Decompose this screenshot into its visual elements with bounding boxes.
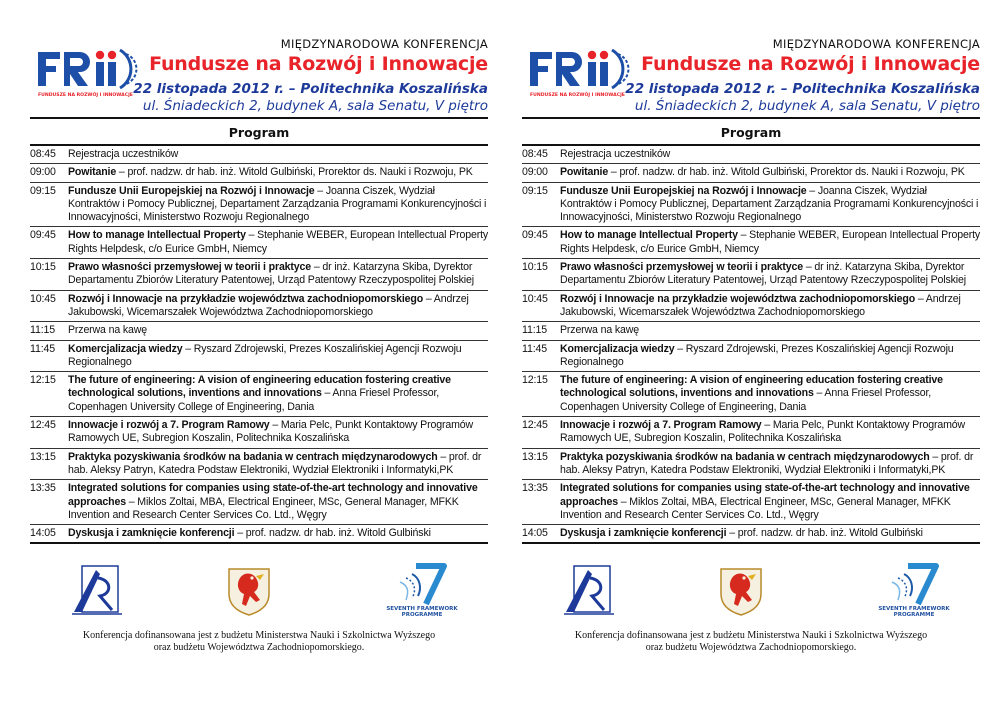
program-row-time: 12:45	[30, 419, 56, 432]
program-row-details: – prof. nadzw. dr hab. inż. Witold Gulbiński, Prorektor ds. Nauki i Rozwoju, PK	[608, 166, 965, 179]
program-row-details: – Joanna Ciszek, Wydział Kontraktów i Pomocy Publicznej, Departament Zarządzania Programami Konkurencyjności i Innowacyjności, Ministerstwo Rozwoju Regionalnego	[560, 184, 979, 224]
program-row-title: Fundusze Unii Europejskiej na Rozwój i Innowacje	[68, 184, 315, 197]
logo-caption: FUNDUSZE NA ROZWÓJ I INNOWACJE	[38, 93, 133, 98]
program-row-details: Przerwa na kawę	[68, 324, 148, 337]
program-row	[30, 341, 488, 373]
program-row	[522, 146, 980, 164]
program-row-time: 11:15	[522, 324, 547, 337]
footer	[30, 544, 488, 684]
funding-note-line1: Konferencja dofinansowana jest z budżetu Ministerstwa Nauki i Szkolnictwa Wyższego	[82, 630, 436, 642]
program-row-details: – prof. nadzw. dr hab. inż. Witold Gulbiński, Prorektor ds. Nauki i Rozwoju, PK	[116, 166, 473, 179]
program-heading: Program	[720, 125, 782, 140]
program-row-title: Praktyka pozyskiwania środków na badania w centrach międzynarodowych	[560, 450, 930, 463]
program-row-body	[68, 324, 488, 337]
program-row-body	[68, 166, 488, 179]
program-page-right	[522, 0, 980, 701]
program-row-time: 09:00	[522, 166, 548, 179]
program-row	[30, 525, 488, 544]
program-row-time: 08:45	[30, 148, 56, 160]
logo-caption: FUNDUSZE NA ROZWÓJ I INNOWACJE	[530, 93, 625, 98]
header	[30, 0, 488, 117]
program-row	[30, 322, 488, 340]
program-row-details: – dr inż. Katarzyna Skiba, Dyrektor Departamentu Zbiorów Literatury Patentowej, Urząd Patentowy Rzeczypospolitej Polskiej	[560, 261, 966, 287]
program-row-time: 11:45	[522, 342, 547, 355]
fp7-caption-line1: SEVENTH FRAMEWORK	[386, 606, 458, 613]
conference-address: ul. Śniadeckich 2, budynek A, sala Senatu, V piętro	[634, 98, 980, 114]
footer	[522, 544, 980, 684]
program-row-time: 13:15	[522, 450, 548, 463]
program-row-details: – prof. nadzw. dr hab. inż. Witold Gulbiński	[234, 527, 431, 540]
program-row-title: Prawo własności przemysłowej w teorii i praktyce	[560, 261, 804, 274]
conference-label: MIĘDZYNARODOWA KONFERENCJA	[280, 37, 488, 51]
program-row-time: 11:15	[30, 324, 55, 337]
program-row-time: 12:15	[522, 374, 548, 387]
fp7-caption	[382, 606, 462, 618]
program-row-details: Rejestracja uczestników	[560, 148, 671, 160]
conference-address: ul. Śniadeckich 2, budynek A, sala Senatu, V piętro	[142, 98, 488, 114]
program-row-time: 10:45	[30, 292, 56, 305]
program-row-title: Integrated solutions for companies using state-of-the-art technology and innovative approaches	[560, 482, 970, 508]
program-row-time: 09:45	[30, 229, 56, 242]
frii-logo	[528, 48, 636, 98]
program-row-title: Innowacje i rozwój a 7. Program Ramowy	[560, 419, 762, 432]
program-row-body	[68, 185, 488, 225]
program-row-body	[68, 293, 488, 320]
fp7-caption-line1: SEVENTH FRAMEWORK	[878, 606, 950, 613]
program-row-details: – Anna Friesel Professor, Copenhagen University College of Engineering, Dania	[560, 387, 932, 413]
header	[522, 0, 980, 117]
program-page-left	[30, 0, 488, 701]
program-row	[30, 227, 488, 259]
program-row-title: Powitanie	[68, 166, 117, 179]
program-row-title: Dyskusja i zamknięcie konferencji	[560, 527, 727, 540]
program-row-time: 12:15	[30, 374, 56, 387]
program-row-body	[560, 185, 980, 225]
program-table	[522, 144, 980, 544]
program-row-body	[560, 293, 980, 320]
program-row-body	[560, 482, 980, 522]
program-row	[30, 480, 488, 525]
fp7-caption-line2: PROGRAMME	[893, 612, 935, 619]
program-row-body	[68, 229, 488, 256]
program-row	[522, 341, 980, 373]
program-row-details: – Joanna Ciszek, Wydział Kontraktów i Pomocy Publicznej, Departament Zarządzania Programami Konkurencyjności i Innowacyjności, Ministerstwo Rozwoju Regionalnego	[68, 184, 487, 224]
program-row	[30, 259, 488, 291]
program-row-details: – Miklos Zoltai, MBA, Electrical Engineer, MSc, General Manager, MFKK Invention and Research Center Services Co. Ltd., Węgry	[68, 495, 459, 521]
program-row	[522, 449, 980, 481]
program-row-body	[560, 451, 980, 478]
program-row-body	[560, 261, 980, 288]
funding-note-line2: oraz budżetu Województwa Zachodniopomorskiego.	[645, 642, 857, 654]
frii-logo	[36, 48, 144, 98]
funding-note	[30, 630, 488, 654]
program-row-details: Przerwa na kawę	[560, 324, 640, 337]
program-row-details: – Stephanie WEBER, European Intellectual Property Rights Helpdesk, c/o Eurice GmbH, Niemcy	[560, 229, 981, 255]
program-row-title: Praktyka pozyskiwania środków na badania w centrach międzynarodowych	[68, 450, 438, 463]
program-row	[522, 480, 980, 525]
program-row	[522, 183, 980, 228]
program-row-time: 14:05	[522, 527, 548, 540]
program-row-body	[68, 261, 488, 288]
program-row-time: 10:45	[522, 292, 548, 305]
program-row-title: The future of engineering: A vision of engineering education fostering creative technological solutions, inventions and innovations	[560, 374, 943, 400]
program-row	[522, 322, 980, 340]
program-row-title: How to manage Intellectual Property	[68, 229, 246, 242]
program-row-time: 10:15	[30, 261, 56, 274]
program-row-title: Komercjalizacja wiedzy	[68, 342, 183, 355]
program-table	[30, 144, 488, 544]
program-row-title: Rozwój i Innowacje na przykładzie województwa zachodniopomorskiego	[68, 292, 424, 305]
program-row-body	[68, 148, 488, 161]
program-row	[522, 291, 980, 323]
program-row-time: 10:15	[522, 261, 548, 274]
program-row-title: Integrated solutions for companies using state-of-the-art technology and innovative approaches	[68, 482, 478, 508]
program-row-body	[560, 527, 980, 540]
program-row-details: – Miklos Zoltai, MBA, Electrical Engineer, MSc, General Manager, MFKK Invention and Research Center Services Co. Ltd., Węgry	[560, 495, 951, 521]
program-row	[30, 417, 488, 449]
ministry-logo	[72, 564, 124, 616]
program-row-time: 13:35	[30, 482, 56, 495]
program-row-details: Rejestracja uczestników	[68, 148, 179, 160]
program-row-details: – prof. dr hab. Aleksy Patryn, Katedra Podstaw Elektroniki, Wydział Elektroniki i Informatyki,PK	[560, 450, 974, 476]
program-row-title: Komercjalizacja wiedzy	[560, 342, 675, 355]
program-row-time: 09:00	[30, 166, 56, 179]
program-row	[30, 291, 488, 323]
program-row	[522, 227, 980, 259]
program-row-time: 09:45	[522, 229, 548, 242]
conference-date-place: 22 listopada 2012 r. – Politechnika Koszalińska	[133, 81, 488, 97]
program-row-time: 13:15	[30, 450, 56, 463]
program-row	[522, 372, 980, 417]
program-row-body	[68, 374, 488, 414]
program-row-details: – prof. nadzw. dr hab. inż. Witold Gulbiński	[726, 527, 923, 540]
program-row	[522, 164, 980, 182]
program-row	[522, 417, 980, 449]
conference-label: MIĘDZYNARODOWA KONFERENCJA	[772, 37, 980, 51]
program-row-details: – Ryszard Zdrojewski, Prezes Koszalińskiej Agencji Rozwoju Regionalnego	[560, 342, 954, 368]
program-row-title: Innowacje i rozwój a 7. Program Ramowy	[68, 419, 270, 432]
program-row-body	[560, 324, 980, 337]
program-row-title: Prawo własności przemysłowej w teorii i praktyce	[68, 261, 312, 274]
program-row-title: Rozwój i Innowacje na przykładzie województwa zachodniopomorskiego	[560, 292, 916, 305]
ministry-logo	[564, 564, 616, 616]
program-heading: Program	[228, 125, 290, 140]
fp7-caption	[874, 606, 954, 618]
conference-date-place: 22 listopada 2012 r. – Politechnika Koszalińska	[625, 81, 980, 97]
program-row-time: 09:15	[522, 184, 548, 197]
program-row-details: – Ryszard Zdrojewski, Prezes Koszalińskiej Agencji Rozwoju Regionalnego	[68, 342, 462, 368]
program-row-details: – Maria Pelc, Punkt Kontaktowy Programów Ramowych UE, Subregion Koszalin, Politechnika Koszalińska	[68, 419, 473, 445]
program-row-body	[68, 482, 488, 522]
program-row-body	[560, 166, 980, 179]
program-row-body	[560, 419, 980, 446]
program-row	[30, 449, 488, 481]
fp7-caption-line2: PROGRAMME	[401, 612, 443, 619]
program-row-body	[560, 148, 980, 161]
program-row-body	[68, 527, 488, 540]
funding-note	[522, 630, 980, 654]
program-row-title: Powitanie	[560, 166, 609, 179]
program-row-details: – Andrzej Jakubowski, Wicemarszałek Województwa Zachodniopomorskiego	[68, 292, 469, 318]
program-row	[522, 259, 980, 291]
program-row-time: 14:05	[30, 527, 56, 540]
program-row-details: – Andrzej Jakubowski, Wicemarszałek Województwa Zachodniopomorskiego	[560, 292, 961, 318]
program-row	[30, 146, 488, 164]
program-row	[30, 183, 488, 228]
program-row-title: Fundusze Unii Europejskiej na Rozwój i Innowacje	[560, 184, 807, 197]
funding-note-line2: oraz budżetu Województwa Zachodniopomorskiego.	[153, 642, 365, 654]
program-row	[30, 164, 488, 182]
program-row	[522, 525, 980, 544]
program-row-title: Dyskusja i zamknięcie konferencji	[68, 527, 235, 540]
funding-note-line1: Konferencja dofinansowana jest z budżetu Ministerstwa Nauki i Szkolnictwa Wyższego	[574, 630, 928, 642]
conference-title: Fundusze na Rozwój i Innowacje	[641, 53, 980, 75]
voivodeship-coat-of-arms	[226, 566, 272, 616]
program-row-time: 12:45	[522, 419, 548, 432]
program-row-time: 13:35	[522, 482, 548, 495]
program-row-time: 11:45	[30, 342, 55, 355]
conference-title: Fundusze na Rozwój i Innowacje	[149, 53, 488, 75]
program-row-body	[68, 343, 488, 370]
program-row-time: 08:45	[522, 148, 548, 160]
program-row-details: – Stephanie WEBER, European Intellectual Property Rights Helpdesk, c/o Eurice GmbH, Niemcy	[68, 229, 489, 255]
program-row-details: – prof. dr hab. Aleksy Patryn, Katedra Podstaw Elektroniki, Wydział Elektroniki i Informatyki,PK	[68, 450, 482, 476]
program-row-body	[560, 343, 980, 370]
program-row-body	[560, 374, 980, 414]
program-row-title: How to manage Intellectual Property	[560, 229, 738, 242]
program-row	[30, 372, 488, 417]
program-row-details: – Maria Pelc, Punkt Kontaktowy Programów Ramowych UE, Subregion Koszalin, Politechnika Koszalińska	[560, 419, 965, 445]
program-row-details: – dr inż. Katarzyna Skiba, Dyrektor Departamentu Zbiorów Literatury Patentowej, Urząd Patentowy Rzeczypospolitej Polskiej	[68, 261, 474, 287]
program-row-details: – Anna Friesel Professor, Copenhagen University College of Engineering, Dania	[68, 387, 440, 413]
program-row-title: The future of engineering: A vision of engineering education fostering creative technological solutions, inventions and innovations	[68, 374, 451, 400]
program-row-body	[68, 419, 488, 446]
program-row-time: 09:15	[30, 184, 56, 197]
program-row-body	[68, 451, 488, 478]
program-row-body	[560, 229, 980, 256]
voivodeship-coat-of-arms	[718, 566, 764, 616]
